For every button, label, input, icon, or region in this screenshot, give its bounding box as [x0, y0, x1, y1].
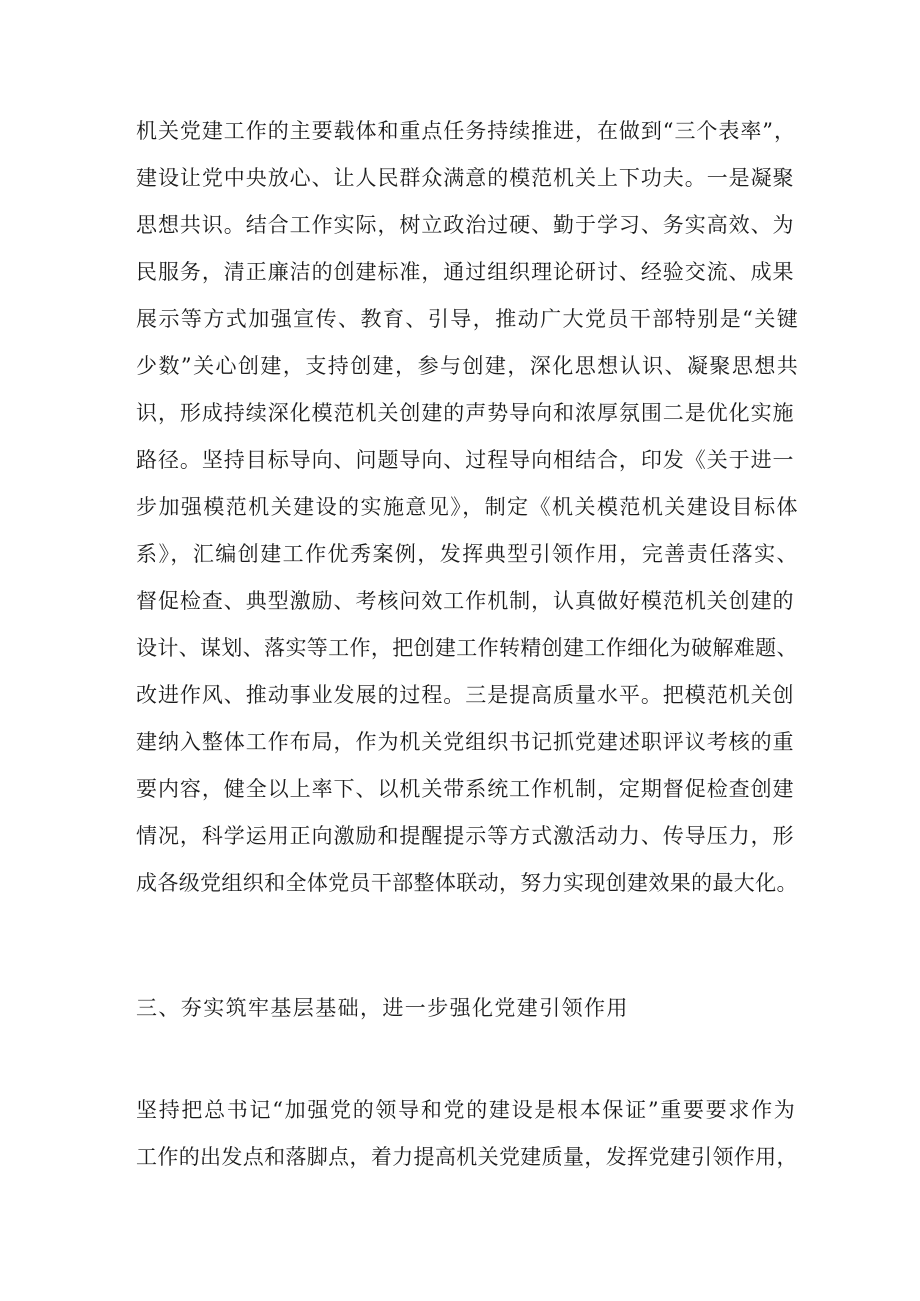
text-line: 路径。坚持目标导向、问题导向、过程导向相结合，印发《关于进一: [136, 448, 795, 472]
text-line: 建纳入整体工作布局，作为机关党组织书记抓党建述职评议考核的重: [136, 730, 795, 754]
text-line: 步加强模范机关建设的实施意见》，制定《机关模范机关建设目标体: [136, 495, 799, 519]
text-line: 机关党建工作的主要载体和重点任务持续推进，在做到“三个表率”，: [136, 119, 796, 143]
text-line: 改进作风、推动事业发展的过程。三是提高质量水平。把模范机关创: [136, 683, 795, 707]
text-line: 建设让党中央放心、让人民群众满意的模范机关上下功夫。一是凝聚: [136, 166, 795, 190]
text-line: 情况，科学运用正向激励和提醒提示等方式激活动力、传导压力，形: [136, 824, 795, 848]
text-line: 系》，汇编创建工作优秀案例，发挥典型引领作用，完善责任落实、: [136, 542, 799, 566]
text-line: 思想共识。结合工作实际，树立政治过硬、勤于学习、务实高效、为: [136, 213, 795, 237]
text-line: 设计、谋划、落实等工作，把创建工作转精创建工作细化为破解难题、: [136, 636, 798, 660]
text-line: 督促检查、典型激励、考核问效工作机制，认真做好模范机关创建的: [136, 589, 795, 613]
text-line: 展示等方式加强宣传、教育、引导，推动广大党员干部特别是“关键: [136, 307, 800, 331]
text-line: 坚持把总书记“加强党的领导和党的建设是根本保证”重要要求作为: [136, 1098, 797, 1122]
text-line: 识，形成持续深化模范机关创建的声势导向和浓厚氛围二是优化实施: [136, 401, 795, 425]
text-line: 工作的出发点和落脚点，着力提高机关党建质量，发挥党建引领作用，: [136, 1145, 798, 1169]
section-heading: 三、夯实筑牢基层基础，进一步强化党建引领作用: [136, 996, 629, 1020]
text-line: 成各级党组织和全体党员干部整体联动，努力实现创建效果的最大化。: [136, 871, 798, 895]
text-line: 少数”关心创建，支持创建，参与创建，深化思想认识、凝聚思想共: [136, 354, 800, 378]
text-line: 要内容，健全以上率下、以机关带系统工作机制，定期督促检查创建: [136, 777, 795, 801]
text-line: 民服务，清正廉洁的创建标准，通过组织理论研讨、经验交流、成果: [136, 260, 795, 284]
